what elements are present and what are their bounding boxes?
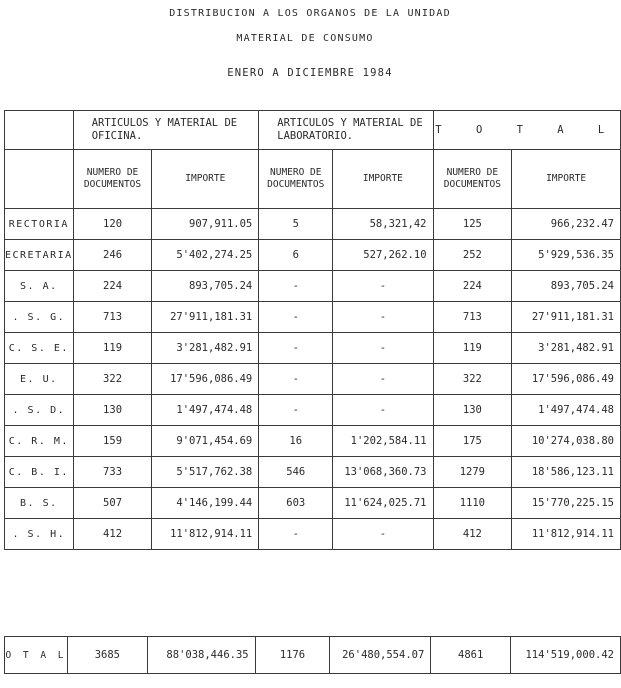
importe-oficina-cell: 11'812,914.11: [152, 519, 259, 550]
importe-oficina-cell: 17'596,086.49: [152, 364, 259, 395]
group-header-laboratorio: ARTICULOS Y MATERIAL DE LABORATORIO.: [259, 111, 433, 150]
importe-total-cell: 15'770,225.15: [512, 488, 621, 519]
docs-total-cell: 1110: [433, 488, 512, 519]
entity-header-cell: [5, 111, 74, 150]
importe-laboratorio-cell: -: [333, 519, 433, 550]
importe-total-cell: 18'586,123.11: [512, 457, 621, 488]
total-docs-oficina: 3685: [67, 637, 147, 674]
docs-total-cell: 1279: [433, 457, 512, 488]
entity-cell: S. A.: [5, 271, 74, 302]
docs-oficina-cell: 713: [73, 302, 152, 333]
table-row: [5, 271, 621, 302]
col-header-importe-oficina: IMPORTE: [152, 150, 259, 209]
entity-cell: . S. H.: [5, 519, 74, 550]
table-row: [5, 333, 621, 364]
importe-laboratorio-cell: 527,262.10: [333, 240, 433, 271]
docs-total-cell: 322: [433, 364, 512, 395]
docs-laboratorio-cell: 5: [259, 209, 333, 240]
importe-laboratorio-cell: 58,321,42: [333, 209, 433, 240]
table-row: [5, 395, 621, 426]
entity-cell: B. S.: [5, 488, 74, 519]
docs-oficina-cell: 733: [73, 457, 152, 488]
total-table: [4, 636, 621, 674]
docs-total-cell: 713: [433, 302, 512, 333]
docs-total-cell: 224: [433, 271, 512, 302]
docs-oficina-cell: 322: [73, 364, 152, 395]
column-header-row: [5, 150, 621, 209]
group-header-row: [5, 111, 621, 150]
entity-cell: ECRETARIA: [5, 240, 74, 271]
docs-laboratorio-cell: -: [259, 364, 333, 395]
docs-oficina-cell: 119: [73, 333, 152, 364]
importe-laboratorio-cell: -: [333, 364, 433, 395]
importe-total-cell: 1'497,474.48: [512, 395, 621, 426]
importe-oficina-cell: 4'146,199.44: [152, 488, 259, 519]
total-docs-total: 4861: [431, 637, 511, 674]
importe-laboratorio-cell: -: [333, 333, 433, 364]
importe-laboratorio-cell: 13'068,360.73: [333, 457, 433, 488]
importe-total-cell: 893,705.24: [512, 271, 621, 302]
importe-oficina-cell: 27'911,181.31: [152, 302, 259, 333]
table-row: [5, 457, 621, 488]
docs-total-cell: 125: [433, 209, 512, 240]
docs-total-cell: 175: [433, 426, 512, 457]
importe-oficina-cell: 1'497,474.48: [152, 395, 259, 426]
entity-cell: E. U.: [5, 364, 74, 395]
total-importe-total: 114'519,000.42: [511, 637, 621, 674]
group-header-oficina: ARTICULOS Y MATERIAL DE OFICINA.: [73, 111, 259, 150]
docs-total-cell: 119: [433, 333, 512, 364]
importe-total-cell: 5'929,536.35: [512, 240, 621, 271]
importe-laboratorio-cell: -: [333, 271, 433, 302]
importe-oficina-cell: 5'517,762.38: [152, 457, 259, 488]
docs-laboratorio-cell: -: [259, 271, 333, 302]
docs-oficina-cell: 120: [73, 209, 152, 240]
docs-total-cell: 252: [433, 240, 512, 271]
table-row: [5, 364, 621, 395]
importe-total-cell: 3'281,482.91: [512, 333, 621, 364]
docs-laboratorio-cell: 603: [259, 488, 333, 519]
importe-total-cell: 966,232.47: [512, 209, 621, 240]
group-header-total: T O T A L: [433, 111, 620, 150]
docs-total-cell: 130: [433, 395, 512, 426]
entity-cell: C. S. E.: [5, 333, 74, 364]
docs-oficina-cell: 246: [73, 240, 152, 271]
table-row: [5, 209, 621, 240]
total-importe-oficina: 88'038,446.35: [147, 637, 255, 674]
table-row: [5, 302, 621, 333]
docs-laboratorio-cell: 6: [259, 240, 333, 271]
importe-oficina-cell: 9'071,454.69: [152, 426, 259, 457]
total-docs-laboratorio: 1176: [255, 637, 330, 674]
importe-oficina-cell: 3'281,482.91: [152, 333, 259, 364]
docs-oficina-cell: 159: [73, 426, 152, 457]
total-importe-laboratorio: 26'480,554.07: [330, 637, 431, 674]
docs-laboratorio-cell: 16: [259, 426, 333, 457]
entity-cell: C. R. M.: [5, 426, 74, 457]
importe-laboratorio-cell: 1'202,584.11: [333, 426, 433, 457]
docs-oficina-cell: 412: [73, 519, 152, 550]
docs-laboratorio-cell: -: [259, 519, 333, 550]
entity-cell: C. B. I.: [5, 457, 74, 488]
importe-oficina-cell: 907,911.05: [152, 209, 259, 240]
docs-laboratorio-cell: -: [259, 302, 333, 333]
total-label: O T A L: [5, 637, 68, 674]
docs-oficina-cell: 224: [73, 271, 152, 302]
entity-cell: . S. D.: [5, 395, 74, 426]
importe-laboratorio-cell: -: [333, 302, 433, 333]
col-header-importe-laboratorio: IMPORTE: [333, 150, 433, 209]
report-title: DISTRIBUCION A LOS ORGANOS DE LA UNIDAD: [169, 8, 451, 19]
entity-cell: . S. G.: [5, 302, 74, 333]
importe-total-cell: 11'812,914.11: [512, 519, 621, 550]
col-header-docs-laboratorio: NUMERO DE DOCUMENTOS: [259, 150, 333, 209]
importe-laboratorio-cell: -: [333, 395, 433, 426]
docs-total-cell: 412: [433, 519, 512, 550]
entity-subheader-cell: [5, 150, 74, 209]
table-row: [5, 519, 621, 550]
table-row: [5, 240, 621, 271]
importe-laboratorio-cell: 11'624,025.71: [333, 488, 433, 519]
importe-total-cell: 17'596,086.49: [512, 364, 621, 395]
docs-laboratorio-cell: -: [259, 395, 333, 426]
col-header-docs-oficina: NUMERO DE DOCUMENTOS: [73, 150, 152, 209]
table-row: [5, 488, 621, 519]
docs-oficina-cell: 130: [73, 395, 152, 426]
importe-oficina-cell: 893,705.24: [152, 271, 259, 302]
col-header-docs-total: NUMERO DE DOCUMENTOS: [433, 150, 512, 209]
docs-laboratorio-cell: -: [259, 333, 333, 364]
importe-total-cell: 27'911,181.31: [512, 302, 621, 333]
col-header-importe-total: IMPORTE: [512, 150, 621, 209]
report-subtitle: MATERIAL DE CONSUMO: [236, 33, 374, 44]
entity-cell: RECTORIA: [5, 209, 74, 240]
importe-total-cell: 10'274,038.80: [512, 426, 621, 457]
distribution-table: [4, 110, 621, 550]
total-row: [5, 637, 621, 674]
table-row: [5, 426, 621, 457]
docs-laboratorio-cell: 546: [259, 457, 333, 488]
report-period: ENERO A DICIEMBRE 1984: [227, 67, 393, 79]
importe-oficina-cell: 5'402,274.25: [152, 240, 259, 271]
docs-oficina-cell: 507: [73, 488, 152, 519]
